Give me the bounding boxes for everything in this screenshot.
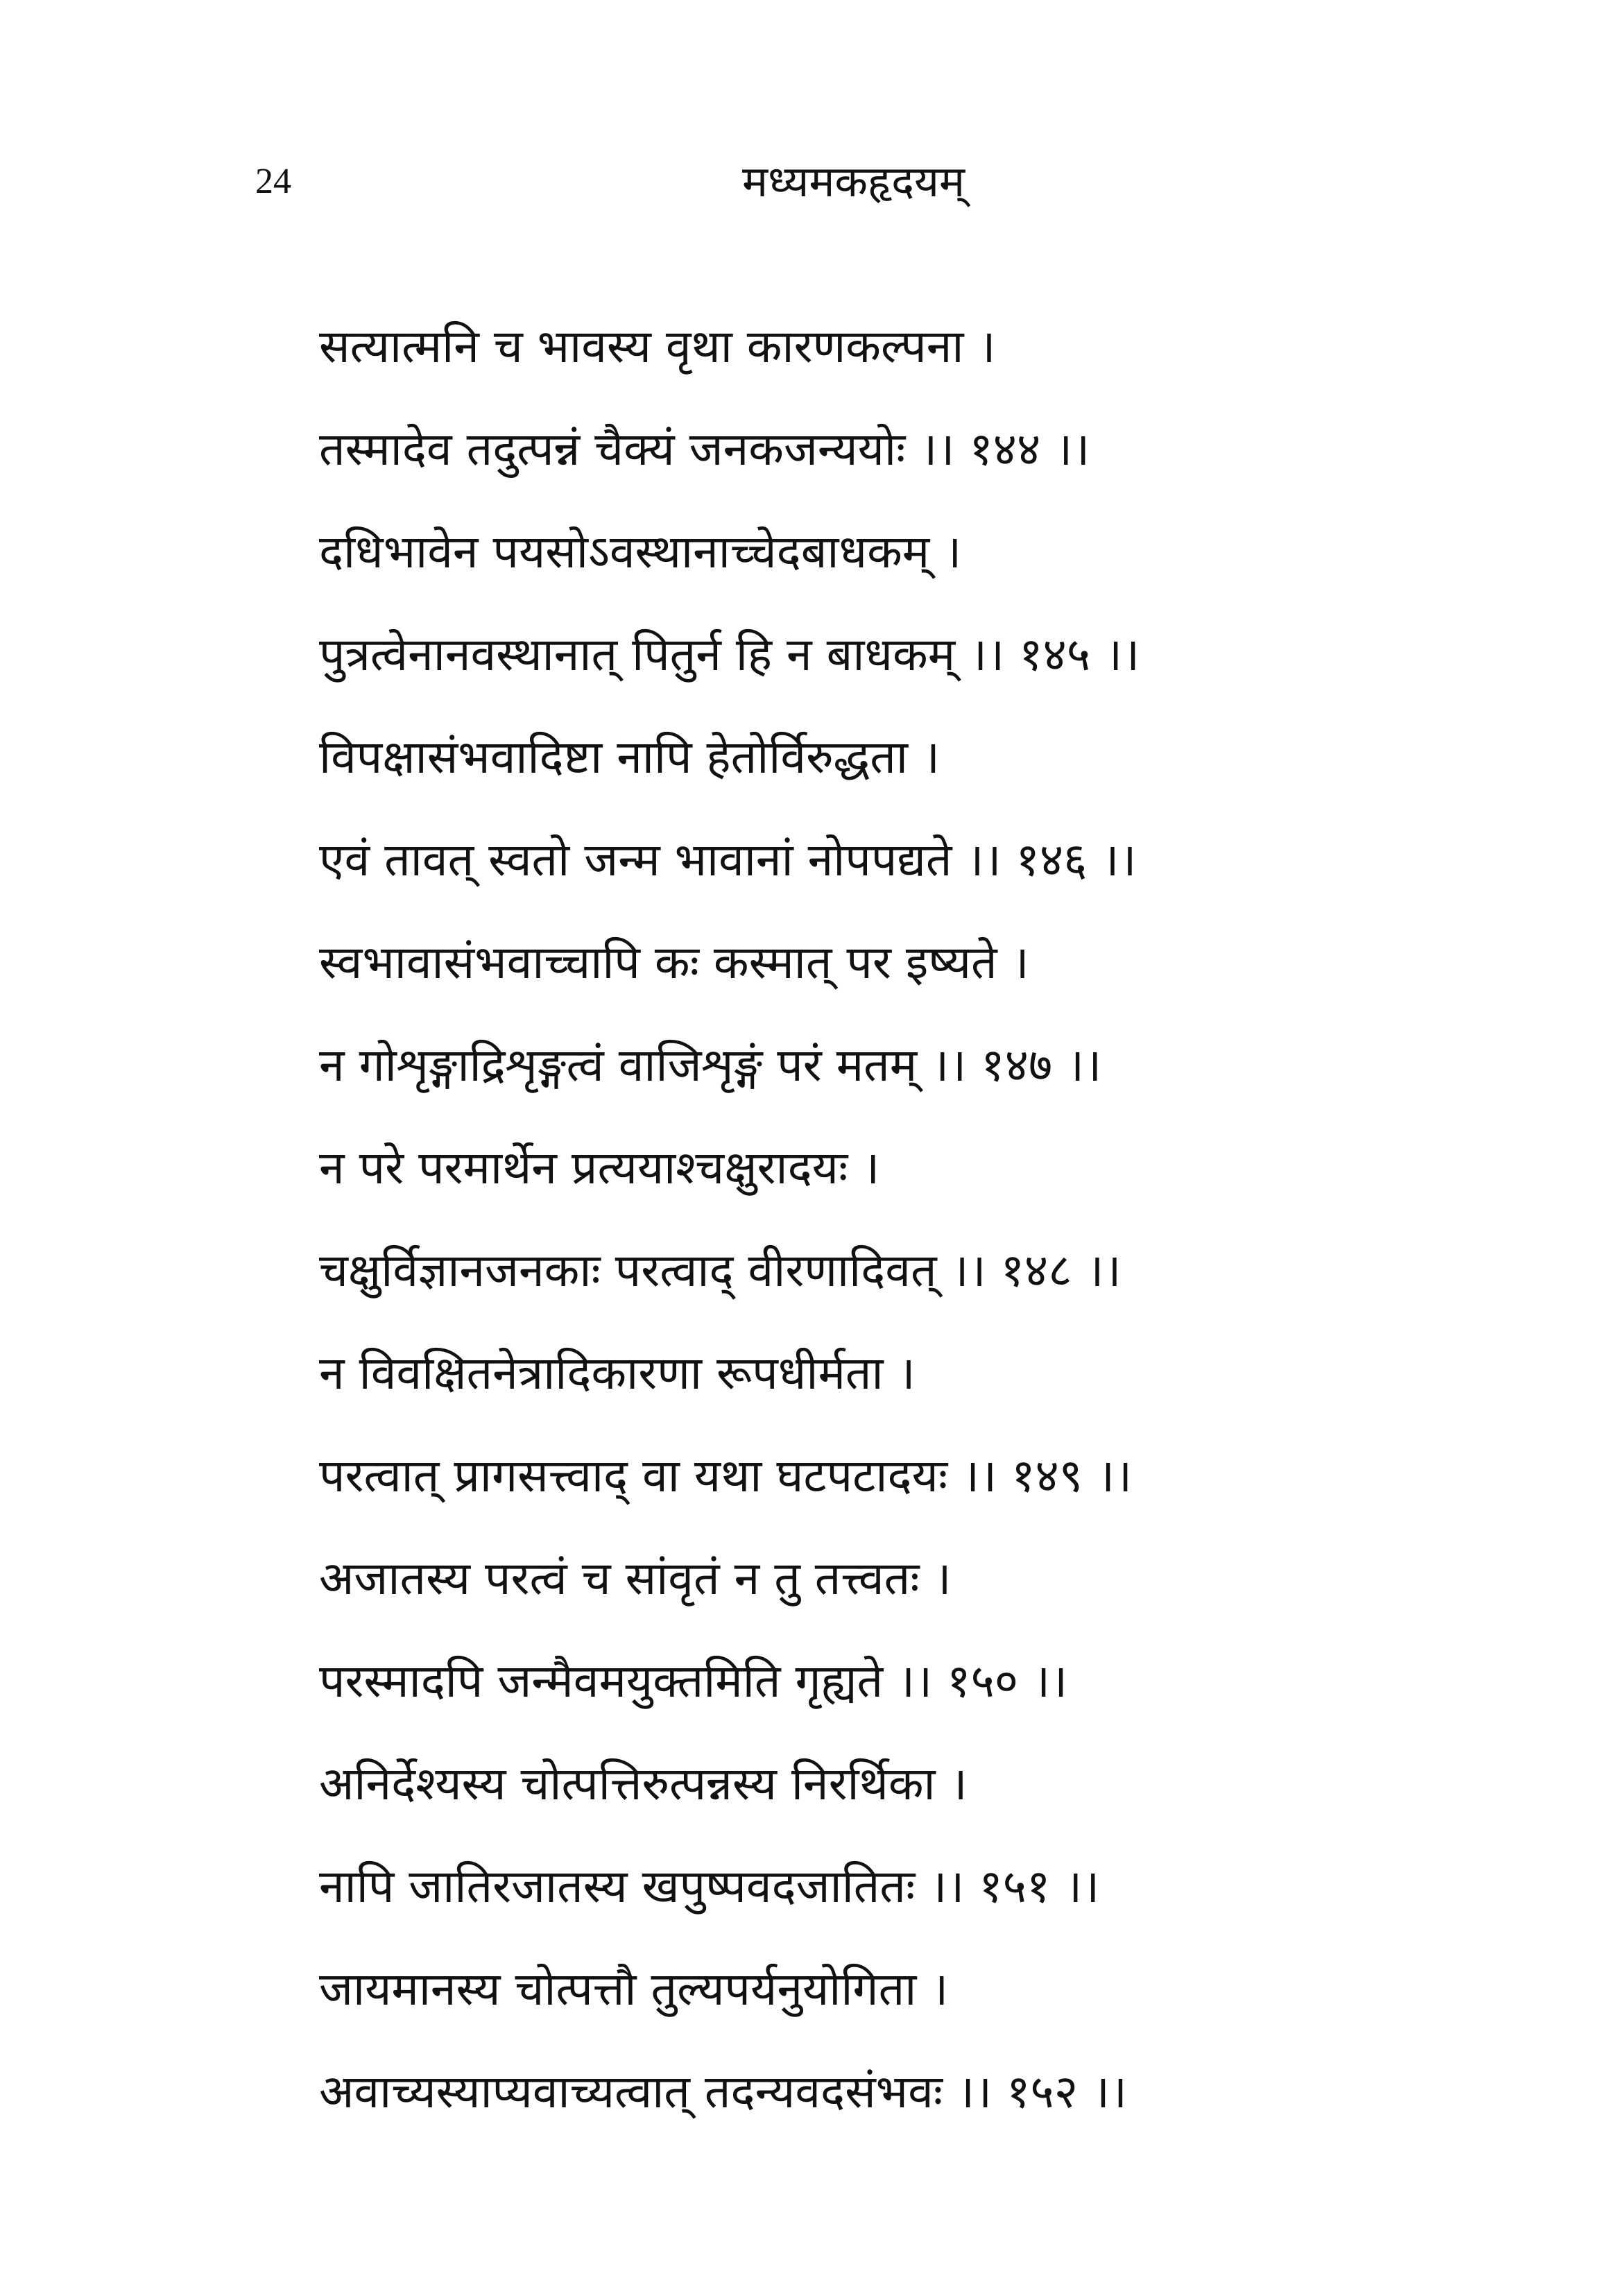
verse-line: अनिर्देश्यस्य चोत्पत्तिरुत्पन्नस्य निरर्थिका । (319, 1757, 968, 1810)
verse-line: पुत्रत्वेनानवस्थानात् पितुर्न हि न बाधकम् ।। १४५ ।। (319, 628, 1140, 681)
verse-152 (319, 1962, 1401, 2167)
page-number: 24 (255, 162, 291, 201)
verse-line: सत्यात्मनि च भावस्य वृथा कारणकल्पना । (319, 320, 996, 373)
verse-148 (319, 1140, 1401, 1346)
verse-list (319, 319, 1401, 2167)
verse-line: न परे परमार्थेन प्रत्ययाश्चक्षुरादयः । (319, 1141, 880, 1194)
verse-line: अजातस्य परत्वं च सांवृतं न तु तत्त्वतः । (319, 1552, 952, 1605)
verse-line: चक्षुर्विज्ञानजनकाः परत्वाद् वीरणादिवत् ।। १४८ ।। (319, 1244, 1122, 1297)
verse-line: परत्वात् प्रागसत्त्वाद् वा यथा घटपटादयः ।। १४९ ।। (319, 1449, 1133, 1502)
verse-line: न विवक्षितनेत्रादिकारणा रूपधीर्मता । (319, 1346, 916, 1400)
verse-line: नापि जातिरजातस्य खपुष्पवदजातितः ।। १५१ ।। (319, 1860, 1100, 1913)
verse-line: जायमानस्य चोत्पत्तौ तुल्यपर्यनुयोगिता । (319, 1962, 949, 2016)
verse-145 (319, 524, 1401, 730)
verse-151 (319, 1756, 1401, 1962)
verse-150 (319, 1551, 1401, 1756)
verse-147 (319, 935, 1401, 1140)
verse-144 (319, 319, 1401, 524)
verse-line: स्वभावासंभवाच्चापि कः कस्मात् पर इष्यते । (319, 936, 1029, 989)
verse-149 (319, 1346, 1401, 1551)
verse-line: न गोशृङ्गाद्रिशृङ्गत्वं वाजिशृङ्गं परं मतम् ।। १४७ ।। (319, 1038, 1102, 1092)
verse-line: एवं तावत् स्वतो जन्म भावानां नोपपद्यते ।। १४६ ।। (319, 833, 1137, 886)
verse-line: दधिभावेन पयसोऽवस्थानाच्चेदबाधकम् । (319, 525, 962, 579)
verse-line: तस्मादेव तदुत्पन्नं चैक्यं जनकजन्ययोः ।। १४४ ।। (319, 422, 1090, 476)
verse-line: परस्मादपि जन्मैवमयुक्तमिति गृह्यते ।। १५० ।। (319, 1654, 1068, 1708)
verse-line: विपक्षासंभवादिष्टा नापि हेतोर्विरुद्धता । (319, 730, 941, 784)
verse-line: अवाच्यस्याप्यवाच्यत्वात् तदन्यवदसंभवः ।। १५२ ।। (319, 2065, 1128, 2118)
verse-146 (319, 730, 1401, 935)
running-title: मध्यमकहृदयम् (742, 156, 965, 207)
